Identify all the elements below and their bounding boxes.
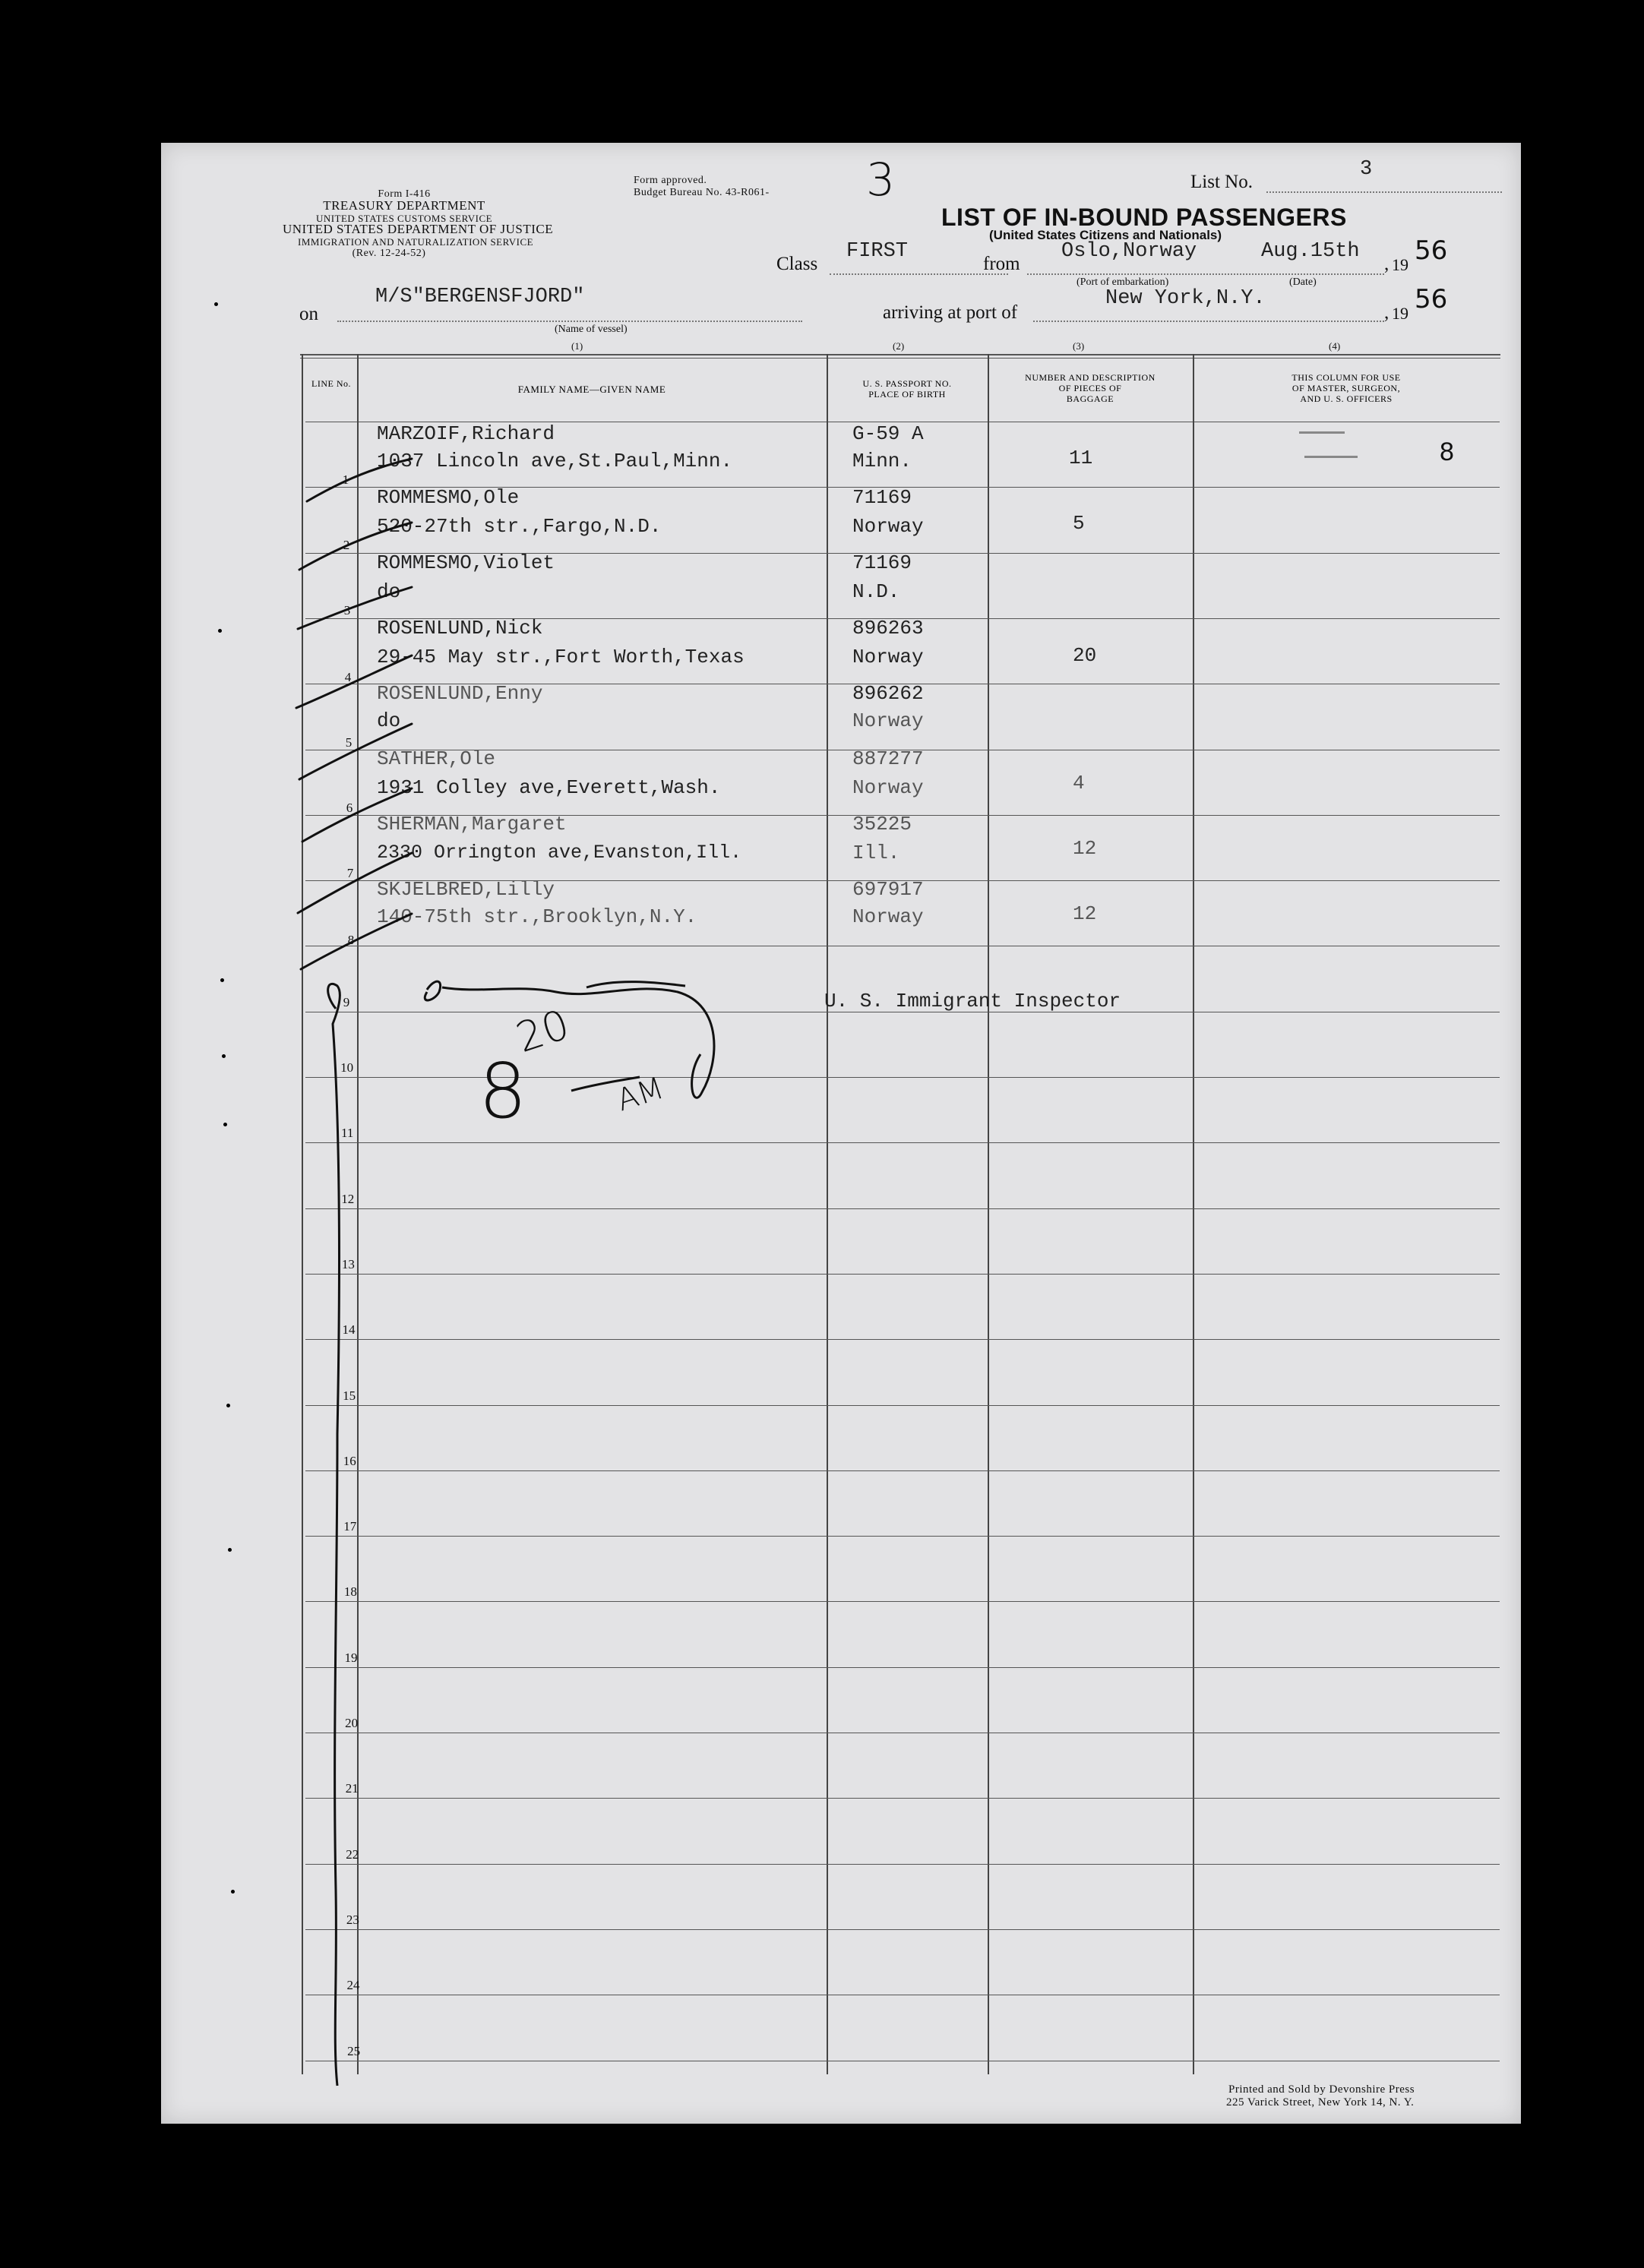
col-num-3: (3) — [1073, 340, 1085, 352]
budget-bureau: Budget Bureau No. 43-R061- — [634, 187, 770, 198]
passenger-name: ROSENLUND,Enny — [377, 682, 543, 705]
embarkation-caption: (Port of embarkation) — [1077, 276, 1169, 288]
line-number: 4 — [344, 670, 352, 684]
place-of-birth: Norway — [852, 905, 924, 928]
form-title: LIST OF IN-BOUND PASSENGERS — [941, 204, 1347, 231]
list-no-value: 3 — [1360, 158, 1373, 181]
col-num-1: (1) — [571, 340, 583, 352]
passport-number: G-59 A — [852, 422, 924, 445]
vessel-name: M/S"BERGENSFJORD" — [375, 286, 585, 308]
line-number: 7 — [346, 866, 354, 880]
passenger-name: SATHER,Ole — [377, 747, 496, 770]
form-number: Form I-416 — [378, 188, 431, 200]
year-suffix-1: 56 — [1415, 235, 1448, 266]
col-header-passport: U. S. PASSPORT NO. PLACE OF BIRTH — [862, 378, 952, 400]
line-number: 6 — [346, 801, 353, 815]
line-number: 23 — [346, 1913, 359, 1927]
passport-number: 71169 — [852, 551, 912, 574]
line-number: 13 — [341, 1257, 355, 1271]
col-header-baggage: NUMBER AND DESCRIPTION OF PIECES OF BAGGAGE — [1025, 372, 1156, 404]
col-header-name: FAMILY NAME—GIVEN NAME — [517, 384, 666, 395]
arriving-label: arriving at port of — [883, 302, 1018, 323]
year-prefix-2: 19 — [1392, 304, 1408, 323]
ins-heading: IMMIGRATION AND NATURALIZATION SERVICE — [298, 236, 534, 248]
line-number: 5 — [345, 735, 353, 750]
line-number: 21 — [345, 1781, 359, 1796]
time-underline — [571, 1077, 640, 1091]
passport-number: 35225 — [852, 813, 912, 835]
date-caption: (Date) — [1289, 276, 1317, 288]
port-of-embarkation: Oslo,Norway — [1061, 240, 1197, 263]
place-of-birth: Minn. — [852, 450, 912, 472]
line-number: 2 — [343, 538, 350, 552]
place-of-birth: Norway — [852, 776, 924, 799]
line-number: 9 — [343, 995, 350, 1009]
passenger-address: 520-27th str.,Fargo,N.D. — [377, 515, 662, 538]
col-num-2: (2) — [893, 340, 905, 352]
year-suffix-2: 56 — [1415, 284, 1448, 314]
line-number: 24 — [346, 1978, 360, 1992]
place-of-birth: Norway — [852, 709, 924, 732]
check-marks — [296, 459, 412, 969]
place-of-birth: Norway — [852, 515, 924, 538]
passenger-address: 140-75th str.,Brooklyn,N.Y. — [377, 905, 697, 928]
passenger-address: 29-45 May str.,Fort Worth,Texas — [377, 646, 745, 668]
form-sheet: Form I-416 TREASURY DEPARTMENT UNITED STATES CUSTOMS SERVICE Form approved. Budget Bureau No. 43-R061- UNITED STATES DEPARTMENT OF JUSTICE IMMIGRATION AND NATURALIZATION SERVICE (Rev. 12-24-52) 3 LIST OF IN-BOUND PASSENGERS (United States Citizens and Nationals) List No. 3 Class FIRST from Oslo,Norway Aug.15th , 19 56 (Port of embarkation) (Date) on M/S"BERGENSFJORD" (Name of vessel) arriving at port of New York,N.Y. , 19 56 (1) (2) (3) (4) LINE No. FAMILY NAME—GIVEN NAME U. S. PASSPORT NO. PLACE OF BIRTH NUMBER AND DESCRIPTION OF PIECES OF BAGGAGE THIS COLUMN FOR USE OF MASTER, SURGEON, AND U. S. OFFICERS MARZOIF,Richard 1037 Lincoln ave,St.Paul,Minn. G-59 A Minn. 11 8 1 ROMMESMO,Ole 520-27th str.,Fargo,N.D. 71169 Norway 5 2 ROMMESMO,Violet do 71169 N.D. 3 ROSENLUND,Nick 29-45 May str.,Fort Worth,Texas 896263 Norway 20 4 ROSENLUND,Enny do 896262 Norway 5 SATHER,Ole 1931 Colley ave,Everett,Wash. 887277 Norway 4 6 SHERMAN,Margaret 2330 Orrington ave,Evanston,Ill. 35225 Ill. 12 7 SKJELBRED,Lilly 140-75th str.,Brooklyn,N.Y. 697917 Norway 12 8 9 10 11 12 13 14 15 16 17 18 19 20 21 22 23 24 25 U. S. Immigrant Inspector 8 20 AM Printed and Sold by Devonshire Press 225 Varick Street, New York 14, N. Y. — [161, 143, 1521, 2124]
doj-heading: UNITED STATES DEPARTMENT OF JUSTICE — [283, 222, 554, 236]
margin-bracket — [328, 984, 340, 2086]
passenger-name: SHERMAN,Margaret — [377, 813, 567, 835]
baggage-count: 5 — [1073, 512, 1085, 535]
passenger-name: ROMMESMO,Ole — [377, 486, 520, 509]
line-number: 12 — [341, 1192, 355, 1206]
line-number: 10 — [340, 1060, 354, 1075]
line-number: 8 — [347, 933, 355, 947]
inspector-signature — [425, 981, 714, 1098]
passenger-address: 1037 Lincoln ave,St.Paul,Minn. — [377, 450, 733, 472]
arrival-port: New York,N.Y. — [1105, 287, 1266, 310]
passenger-name: ROSENLUND,Nick — [377, 617, 543, 640]
line-number: 18 — [343, 1584, 357, 1599]
passenger-address: do — [377, 580, 401, 603]
form-approved: Form approved. — [634, 175, 707, 186]
line-number: 15 — [343, 1388, 356, 1403]
passenger-name: SKJELBRED,Lilly — [377, 878, 555, 901]
passport-number: 896262 — [852, 682, 924, 705]
baggage-count: 12 — [1073, 902, 1097, 925]
handwritten-time: 8 — [479, 1047, 527, 1136]
col-num-4: (4) — [1329, 340, 1341, 352]
line-number: 22 — [346, 1847, 359, 1862]
place-of-birth: Norway — [852, 646, 924, 668]
officer-note: 8 — [1440, 437, 1454, 466]
passport-number: 896263 — [852, 617, 924, 640]
passenger-name: MARZOIF,Richard — [377, 422, 555, 445]
class-value: FIRST — [846, 240, 909, 263]
customs-service: UNITED STATES CUSTOMS SERVICE — [315, 213, 493, 224]
line-number: 3 — [343, 603, 351, 618]
handwritten-time-minutes: 20 — [510, 1000, 575, 1063]
line-number: 17 — [343, 1519, 357, 1534]
line-number: 25 — [347, 2044, 361, 2058]
passport-number: 887277 — [852, 747, 924, 770]
line-number: 14 — [342, 1322, 356, 1337]
departure-date: Aug.15th — [1261, 240, 1360, 263]
baggage-count: 12 — [1073, 837, 1097, 860]
treasury-department: TREASURY DEPARTMENT — [323, 198, 485, 213]
form-subtitle: (United States Citizens and Nationals) — [989, 228, 1222, 242]
baggage-count: 11 — [1069, 447, 1093, 469]
passenger-address: 1931 Colley ave,Everett,Wash. — [377, 776, 721, 799]
list-no-label: List No. — [1190, 172, 1253, 192]
baggage-count: 20 — [1073, 644, 1097, 667]
place-of-birth: Ill. — [852, 842, 900, 864]
line-number: 20 — [345, 1716, 359, 1730]
revision: (Rev. 12-24-52) — [352, 248, 426, 259]
passenger-name: ROMMESMO,Violet — [377, 551, 555, 574]
handwritten-list-number: 3 — [866, 153, 896, 207]
col-header-line-no: LINE No. — [311, 378, 351, 389]
on-label: on — [299, 304, 318, 324]
passenger-address: 2330 Orrington ave,Evanston,Ill. — [377, 842, 742, 864]
class-label: Class — [776, 254, 818, 274]
handwritten-am: AM — [612, 1070, 669, 1119]
passenger-address: do — [377, 709, 401, 732]
passport-number: 697917 — [852, 878, 924, 901]
printer-credit-2: 225 Varick Street, New York 14, N. Y. — [1226, 2096, 1415, 2108]
from-label: from — [983, 254, 1020, 274]
year-prefix-1: 19 — [1392, 255, 1408, 274]
handwriting-overlay — [161, 143, 1521, 2124]
line-number: 16 — [343, 1454, 356, 1468]
baggage-count: 4 — [1073, 772, 1085, 794]
place-of-birth: N.D. — [852, 580, 900, 603]
line-number: 19 — [344, 1650, 358, 1665]
line-number: 11 — [341, 1126, 354, 1140]
printer-credit-1: Printed and Sold by Devonshire Press — [1228, 2083, 1415, 2096]
passport-number: 71169 — [852, 486, 912, 509]
vessel-caption: (Name of vessel) — [555, 324, 628, 335]
line-number: 1 — [342, 472, 349, 487]
col-header-officers: THIS COLUMN FOR USE OF MASTER, SURGEON, AND U. S. OFFICERS — [1291, 372, 1401, 404]
inspector-title: U. S. Immigrant Inspector — [824, 990, 1121, 1012]
